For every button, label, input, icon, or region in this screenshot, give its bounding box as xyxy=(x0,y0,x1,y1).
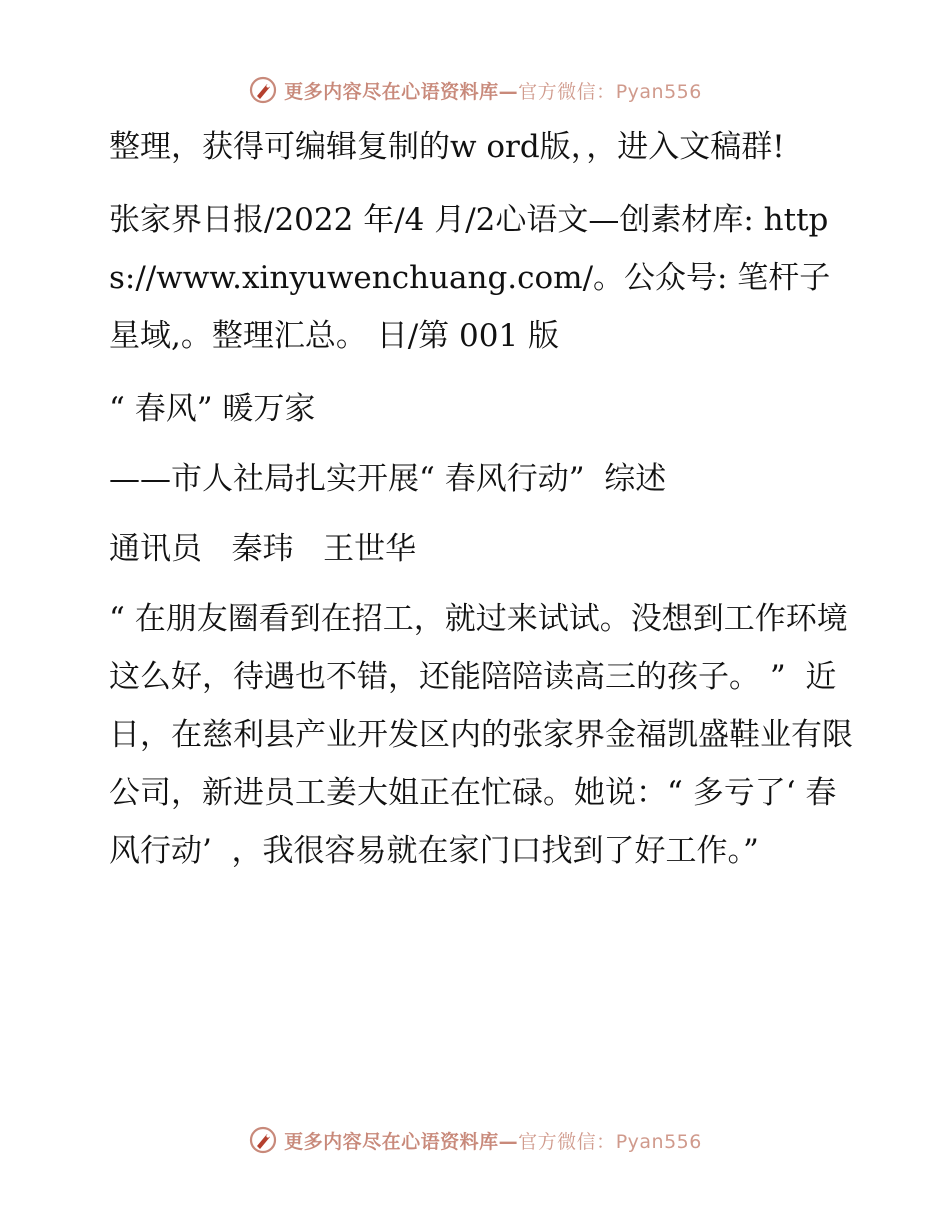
byline: 通讯员 秦玮 王世华 xyxy=(109,531,417,567)
watermark-text: 更多内容尽在心语资料库—官方微信：Pyan556 xyxy=(284,1130,702,1153)
watermark-header xyxy=(0,70,950,110)
pen-nib-circle-icon xyxy=(248,1125,278,1155)
source-line: 张家界日报/2022 年/4 月/2心语文—创素材库: https://www.xinyuwenchuang.com/。公众号: 笔杆子星域,。整理汇总。 日/第 001 版 xyxy=(109,202,831,354)
article-subtitle: ——市人社局扎实开展“ 春风行动” 综述 xyxy=(109,461,667,497)
document-body xyxy=(97,118,857,895)
watermark-text: 更多内容尽在心语资料库—官方微信：Pyan556 xyxy=(284,80,702,103)
intro-paragraph: 整理，获得可编辑复制的w ord版，，进入文稿群! xyxy=(109,129,785,165)
watermark-footer xyxy=(0,1120,950,1160)
body-paragraph: “ 在朋友圈看到在招工，就过来试试。没想到工作环境这么好，待遇也不错，还能陪陪读高三的孩子。 ” 近日，在慈利县产业开发区内的张家界金福凯盛鞋业有限公司，新进员工姜大姐正在忙碌。她说：“ 多亏了‘ 春风行动’ ，我很容易就在家门口找到了好工作。” xyxy=(109,601,853,869)
pen-nib-circle-icon xyxy=(248,75,278,105)
article-title: “ 春风” 暖万家 xyxy=(109,391,316,427)
